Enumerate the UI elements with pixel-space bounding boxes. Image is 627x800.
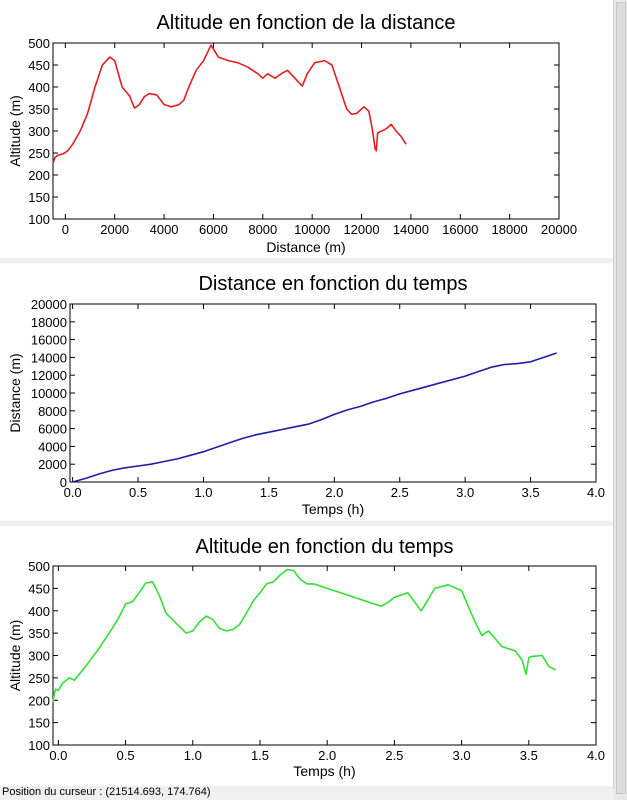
y-tick-label: 14000 [30,350,67,366]
x-tick-label: 6000 [198,222,228,237]
x-axis-label: Distance (m) [266,239,346,255]
chart-panel-distance-time [0,263,614,521]
y-tick-label: 450 [28,58,50,73]
x-tick-label: 4000 [149,222,179,237]
y-tick-label: 12000 [30,368,67,384]
y-tick-label: 2000 [38,457,67,473]
chart-altitude-distance [0,0,614,258]
x-tick-label: 10000 [294,222,331,237]
y-tick-label: 10000 [30,386,67,401]
vertical-scrollbar[interactable] [613,0,627,800]
series-line [53,570,556,703]
x-tick-label: 16000 [442,222,479,237]
x-tick-label: 0 [61,222,69,237]
x-tick-label: 3.0 [456,485,475,500]
chart-title: Distance en fonction du temps [198,273,468,295]
y-tick-label: 0 [59,475,67,490]
x-tick-label: 3.5 [519,748,538,763]
x-tick-label: 14000 [392,222,429,237]
x-axis-label: Temps (h) [301,501,365,517]
y-tick-label: 350 [28,626,50,642]
plot-frame [53,43,559,219]
y-tick-label: 4000 [38,439,67,455]
y-tick-label: 200 [28,693,50,709]
x-axis-label: Temps (h) [293,763,356,779]
x-tick-label: 3.0 [452,748,471,763]
y-tick-label: 8000 [38,403,67,419]
chart-panel-altitude-distance [0,0,614,258]
y-axis-label: Altitude (m) [7,619,23,692]
y-axis-label: Distance (m) [7,353,23,433]
x-tick-label: 2.0 [318,748,337,763]
scrollbar-thumb[interactable] [616,2,626,794]
y-tick-label: 100 [28,212,50,227]
series-line [73,353,557,482]
y-tick-label: 200 [28,168,50,183]
y-tick-label: 250 [28,670,50,686]
x-tick-label: 20000 [540,222,578,237]
chart-panel-altitude-time [0,526,614,786]
x-tick-label: 8000 [248,222,278,237]
y-tick-label: 6000 [38,421,67,437]
y-tick-label: 250 [28,146,50,161]
status-bar [0,786,614,800]
y-tick-label: 18000 [30,314,67,330]
plot-frame [53,566,596,745]
x-tick-label: 4.0 [586,485,606,500]
y-tick-label: 150 [28,715,50,731]
cursor-position-text: Position du curseur : (21514.693, 174.764) [2,786,211,798]
x-tick-label: 18000 [491,222,528,237]
chart-title: Altitude en fonction du temps [195,536,454,558]
x-tick-label: 0.5 [116,748,135,763]
y-tick-label: 300 [28,648,50,664]
series-line [53,45,406,164]
y-tick-label: 500 [28,36,50,51]
y-tick-label: 300 [28,124,50,139]
x-tick-label: 1.5 [259,485,278,500]
x-tick-label: 2.5 [390,485,409,500]
x-tick-label: 4.0 [586,748,606,763]
y-tick-label: 500 [28,559,50,574]
x-tick-label: 0.0 [49,748,68,763]
x-tick-label: 2.0 [325,485,344,500]
y-axis-label: Altitude (m) [7,95,23,167]
x-tick-label: 0.0 [63,485,82,500]
y-tick-label: 400 [28,80,50,95]
y-tick-label: 20000 [30,297,67,312]
x-tick-label: 3.5 [521,485,540,500]
x-tick-label: 1.5 [250,748,270,763]
y-tick-label: 150 [28,190,50,205]
chart-distance-time [0,263,614,521]
x-tick-label: 2000 [100,222,130,237]
y-tick-label: 450 [28,581,50,597]
x-tick-label: 1.0 [183,748,202,763]
y-tick-label: 350 [28,102,50,117]
chart-altitude-time [0,526,614,786]
x-tick-label: 12000 [343,222,380,237]
y-tick-label: 400 [28,603,50,619]
x-tick-label: 0.5 [129,485,148,500]
chart-title: Altitude en fonction de la distance [156,12,456,34]
x-tick-label: 2.5 [385,748,404,763]
y-tick-label: 16000 [30,332,67,348]
plot-frame [70,304,596,482]
x-tick-label: 1.0 [194,485,213,500]
y-tick-label: 100 [28,738,50,753]
